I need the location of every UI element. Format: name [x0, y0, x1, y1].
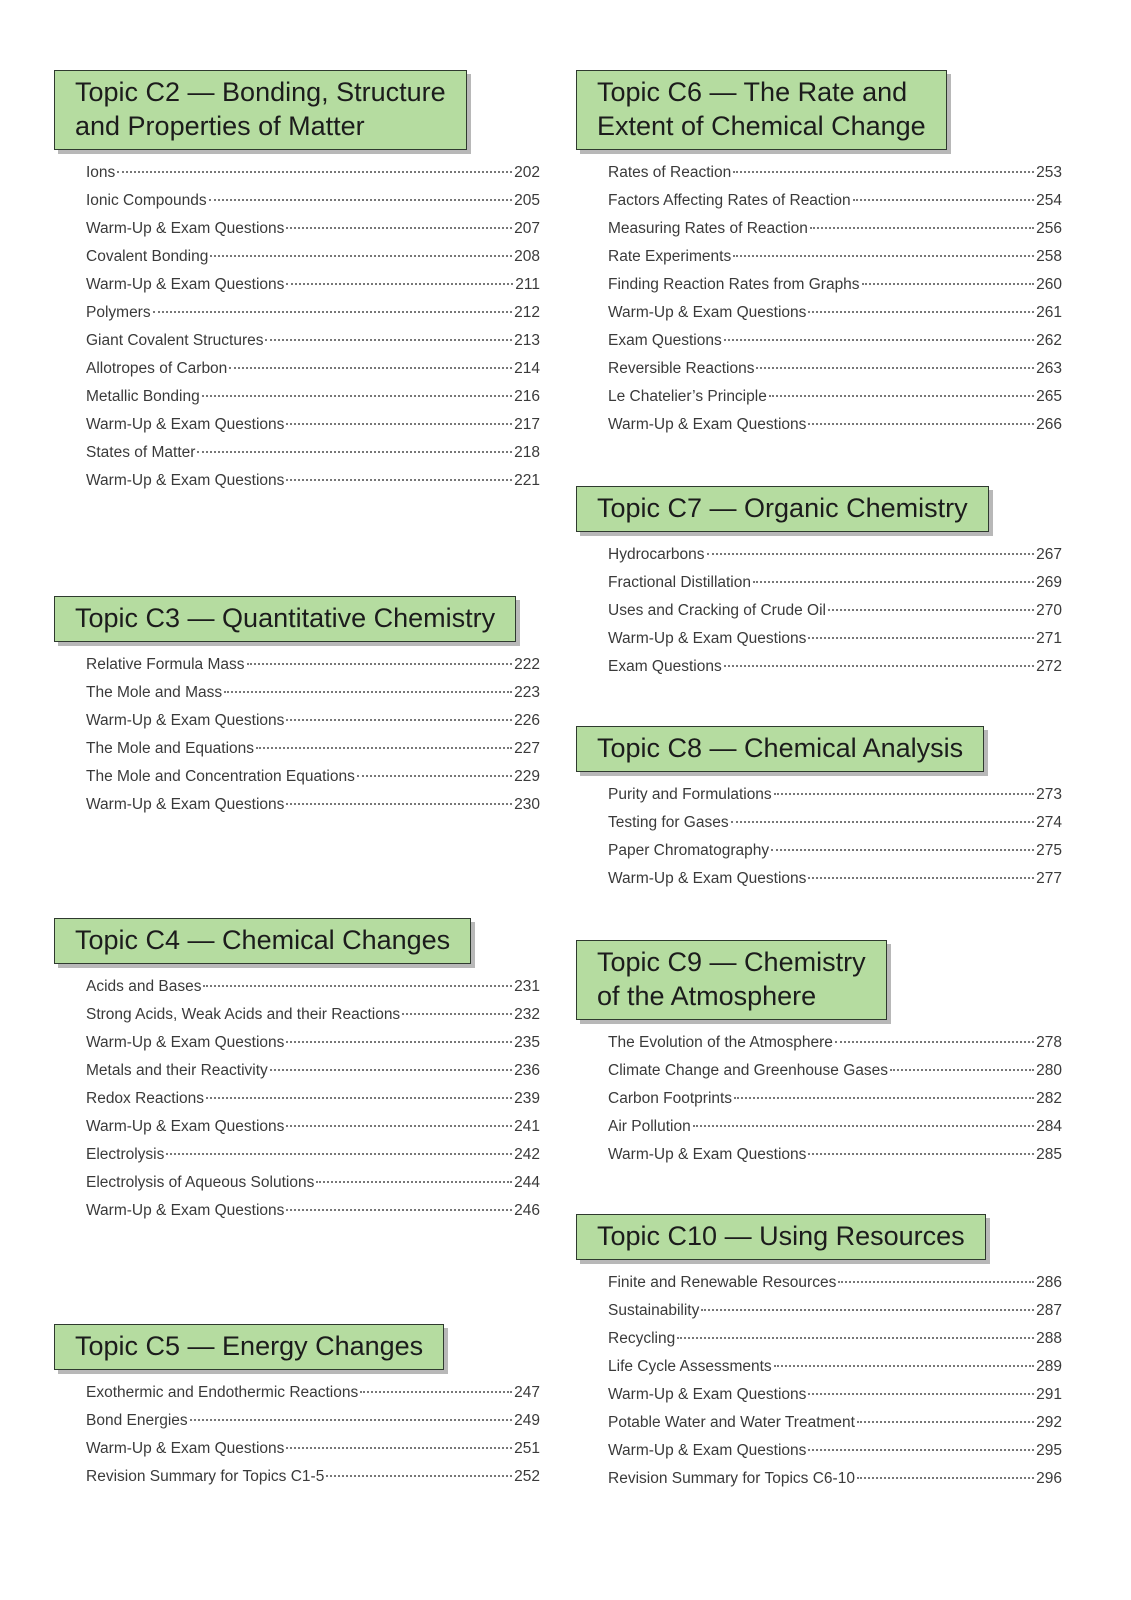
toc-entry[interactable] — [608, 332, 1062, 360]
toc-entry-page: 296 — [1036, 1470, 1062, 1487]
toc-entry[interactable] — [86, 1146, 540, 1174]
dot-leader — [724, 339, 1034, 341]
topic-title-line: Topic C3 — Quantitative Chemistry — [75, 603, 496, 633]
toc-entry-page: 222 — [514, 656, 540, 673]
toc-entry[interactable] — [608, 1034, 1062, 1062]
toc-entry-title: Fractional Distillation — [608, 574, 751, 591]
toc-entry[interactable] — [608, 602, 1062, 630]
toc-entry[interactable] — [86, 332, 540, 360]
topic-header — [54, 918, 471, 964]
toc-entry-page: 288 — [1036, 1330, 1062, 1347]
toc-entry[interactable] — [608, 164, 1062, 192]
toc-entry-page: 249 — [514, 1412, 540, 1429]
topic-section — [576, 1214, 1062, 1498]
toc-entry-page: 246 — [514, 1202, 540, 1219]
dot-leader — [224, 691, 512, 693]
dot-leader — [835, 1041, 1034, 1043]
topic-title-line: Topic C4 — Chemical Changes — [75, 925, 451, 955]
dot-leader — [197, 451, 512, 453]
dot-leader — [808, 1153, 1034, 1155]
toc-entry-title: Warm-Up & Exam Questions — [86, 712, 285, 729]
toc-entry-page: 287 — [1036, 1302, 1062, 1319]
toc-entry[interactable] — [608, 1442, 1062, 1470]
dot-leader — [117, 171, 512, 173]
toc-entry-page: 262 — [1036, 332, 1062, 349]
toc-entry-list — [54, 978, 540, 1230]
topic-header — [576, 726, 984, 772]
toc-entry-title: States of Matter — [86, 444, 196, 461]
dot-leader — [357, 775, 512, 777]
toc-entry-page: 256 — [1036, 220, 1062, 237]
toc-entry-page: 247 — [514, 1384, 540, 1401]
topic-header — [576, 1214, 986, 1260]
toc-entry-page: 212 — [514, 304, 540, 321]
toc-entry-title: The Mole and Equations — [86, 740, 255, 757]
toc-entry[interactable] — [86, 1034, 540, 1062]
toc-entry-title: Exam Questions — [608, 658, 722, 675]
toc-entry[interactable] — [86, 304, 540, 332]
toc-entry-title: The Mole and Mass — [86, 684, 223, 701]
dot-leader — [838, 1281, 1034, 1283]
toc-entry-title: Testing for Gases — [608, 814, 729, 831]
toc-entry-page: 292 — [1036, 1414, 1062, 1431]
toc-entry-title: Ionic Compounds — [86, 192, 207, 209]
toc-entry[interactable] — [608, 574, 1062, 602]
toc-entry-title: Warm-Up & Exam Questions — [86, 416, 285, 433]
topic-section — [576, 70, 1062, 444]
toc-entry[interactable] — [86, 388, 540, 416]
toc-entry-title: Rates of Reaction — [608, 164, 732, 181]
toc-entry[interactable] — [608, 630, 1062, 658]
dot-leader — [753, 581, 1034, 583]
toc-entry[interactable] — [86, 656, 540, 684]
toc-entry-page: 280 — [1036, 1062, 1062, 1079]
dot-leader — [774, 793, 1034, 795]
toc-entry-title: Metals and their Reactivity — [86, 1062, 268, 1079]
toc-entry-title: Potable Water and Water Treatment — [608, 1414, 855, 1431]
dot-leader — [286, 1125, 512, 1127]
toc-entry-title: Redox Reactions — [86, 1090, 205, 1107]
toc-entry-title: Warm-Up & Exam Questions — [608, 870, 807, 887]
toc-entry[interactable] — [86, 192, 540, 220]
toc-entry-page: 286 — [1036, 1274, 1062, 1291]
toc-entry-title: Electrolysis — [86, 1146, 165, 1163]
toc-entry-title: Warm-Up & Exam Questions — [86, 1440, 285, 1457]
toc-entry-title: Warm-Up & Exam Questions — [608, 1442, 807, 1459]
toc-entry-list — [576, 1274, 1062, 1498]
topic-title-line: Topic C2 — Bonding, Structure — [75, 77, 446, 107]
topic-header — [576, 940, 887, 1020]
toc-entry-title: Exothermic and Endothermic Reactions — [86, 1384, 359, 1401]
toc-entry-page: 269 — [1036, 574, 1062, 591]
toc-entry[interactable] — [86, 248, 540, 276]
toc-entry-page: 205 — [514, 192, 540, 209]
toc-entry[interactable] — [86, 220, 540, 248]
toc-entry-title: Life Cycle Assessments — [608, 1358, 772, 1375]
toc-entry-title: Electrolysis of Aqueous Solutions — [86, 1174, 315, 1191]
topic-title-line: Topic C6 — The Rate and — [597, 77, 908, 107]
toc-entry[interactable] — [608, 1146, 1062, 1174]
toc-entry-title: Polymers — [86, 304, 151, 321]
dot-leader — [286, 479, 512, 481]
dot-leader — [890, 1069, 1034, 1071]
toc-entry-page: 217 — [514, 416, 540, 433]
toc-entry-title: Warm-Up & Exam Questions — [86, 1202, 285, 1219]
toc-entry[interactable] — [86, 444, 540, 472]
toc-entry-page: 216 — [514, 388, 540, 405]
toc-entry[interactable] — [608, 1090, 1062, 1118]
dot-leader — [808, 1393, 1034, 1395]
dot-leader — [857, 1477, 1034, 1479]
topic-title-line: Topic C9 — Chemistry — [597, 947, 866, 977]
toc-entry[interactable] — [86, 1062, 540, 1090]
toc-entry[interactable] — [608, 220, 1062, 248]
toc-entry-page: 213 — [514, 332, 540, 349]
toc-entry-title: Carbon Footprints — [608, 1090, 733, 1107]
dot-leader — [153, 311, 513, 313]
dot-leader — [286, 1041, 512, 1043]
toc-entry-title: Bond Energies — [86, 1412, 188, 1429]
toc-entry-page: 284 — [1036, 1118, 1062, 1135]
toc-entry-title: Warm-Up & Exam Questions — [86, 276, 285, 293]
toc-entry-page: 291 — [1036, 1386, 1062, 1403]
toc-entry-title: Exam Questions — [608, 332, 722, 349]
toc-entry-page: 282 — [1036, 1090, 1062, 1107]
toc-entry-page: 231 — [514, 978, 540, 995]
toc-entry-title: Warm-Up & Exam Questions — [608, 416, 807, 433]
dot-leader — [808, 637, 1034, 639]
toc-entry-list — [54, 164, 540, 500]
dot-leader — [203, 985, 512, 987]
toc-entry-page: 221 — [514, 472, 540, 489]
toc-entry-title: Air Pollution — [608, 1118, 691, 1135]
dot-leader — [862, 283, 1035, 285]
toc-entry-page: 275 — [1036, 842, 1062, 859]
dot-leader — [707, 553, 1035, 555]
toc-entry-title: Warm-Up & Exam Questions — [86, 220, 285, 237]
toc-entry-page: 273 — [1036, 786, 1062, 803]
toc-entry-title: Warm-Up & Exam Questions — [608, 1146, 807, 1163]
toc-entry[interactable] — [86, 796, 540, 824]
dot-leader — [808, 423, 1034, 425]
toc-entry[interactable] — [608, 1386, 1062, 1414]
toc-entry-page: 226 — [514, 712, 540, 729]
topic-section — [54, 918, 540, 1230]
dot-leader — [286, 423, 512, 425]
dot-leader — [810, 227, 1034, 229]
toc-entry[interactable] — [86, 768, 540, 796]
toc-entry-title: Warm-Up & Exam Questions — [608, 304, 807, 321]
toc-entry-page: 229 — [514, 768, 540, 785]
dot-leader — [360, 1391, 512, 1393]
toc-entry-page: 211 — [515, 276, 540, 293]
toc-entry-page: 223 — [514, 684, 540, 701]
toc-entry-title: Warm-Up & Exam Questions — [608, 630, 807, 647]
dot-leader — [857, 1421, 1034, 1423]
toc-entry[interactable] — [86, 1440, 540, 1468]
toc-entry-title: Allotropes of Carbon — [86, 360, 228, 377]
toc-entry-title: Sustainability — [608, 1302, 700, 1319]
dot-leader — [724, 665, 1034, 667]
dot-leader — [677, 1337, 1034, 1339]
topic-section — [54, 596, 540, 824]
toc-entry-title: Finite and Renewable Resources — [608, 1274, 837, 1291]
topic-title-line: Topic C5 — Energy Changes — [75, 1331, 424, 1361]
toc-entry[interactable] — [608, 1274, 1062, 1302]
toc-entry[interactable] — [608, 1330, 1062, 1358]
topic-header — [576, 70, 947, 150]
toc-entry-list — [576, 786, 1062, 898]
toc-entry-page: 227 — [514, 740, 540, 757]
toc-entry-title: Warm-Up & Exam Questions — [86, 472, 285, 489]
dot-leader — [229, 367, 512, 369]
toc-entry-list — [576, 546, 1062, 686]
toc-entry-title: Revision Summary for Topics C1-5 — [86, 1468, 325, 1485]
dot-leader — [733, 255, 1034, 257]
topic-title-line: Extent of Chemical Change — [597, 111, 926, 141]
dot-leader — [206, 1097, 512, 1099]
dot-leader — [166, 1153, 512, 1155]
toc-entry-title: Relative Formula Mass — [86, 656, 245, 673]
toc-entry[interactable] — [608, 1118, 1062, 1146]
toc-entry-page: 252 — [514, 1468, 540, 1485]
dot-leader — [256, 747, 512, 749]
toc-entry-page: 263 — [1036, 360, 1062, 377]
toc-entry-title: Climate Change and Greenhouse Gases — [608, 1062, 889, 1079]
dot-leader — [828, 609, 1034, 611]
dot-leader — [701, 1309, 1034, 1311]
dot-leader — [286, 803, 512, 805]
dot-leader — [808, 1449, 1034, 1451]
toc-entry-page: 214 — [514, 360, 540, 377]
toc-entry-page: 266 — [1036, 416, 1062, 433]
toc-entry-page: 218 — [514, 444, 540, 461]
toc-entry-page: 241 — [514, 1118, 540, 1135]
toc-entry[interactable] — [608, 388, 1062, 416]
dot-leader — [808, 311, 1034, 313]
toc-entry-title: Purity and Formulations — [608, 786, 772, 803]
dot-leader — [734, 1097, 1034, 1099]
toc-entry-title: Metallic Bonding — [86, 388, 200, 405]
toc-entry[interactable] — [608, 248, 1062, 276]
topic-section — [576, 940, 1062, 1174]
toc-entry[interactable] — [608, 360, 1062, 388]
toc-entry-page: 208 — [514, 248, 540, 265]
toc-entry-title: Covalent Bonding — [86, 248, 209, 265]
toc-entry-title: The Mole and Concentration Equations — [86, 768, 355, 785]
toc-entry[interactable] — [86, 712, 540, 740]
toc-entry-title: Recycling — [608, 1330, 676, 1347]
toc-entry-page: 232 — [514, 1006, 540, 1023]
dot-leader — [774, 1365, 1034, 1367]
topic-section — [576, 726, 1062, 898]
toc-entry-page: 270 — [1036, 602, 1062, 619]
toc-entry-page: 267 — [1036, 546, 1062, 563]
dot-leader — [202, 395, 512, 397]
topic-header — [54, 1324, 444, 1370]
dot-leader — [286, 1209, 512, 1211]
dot-leader — [693, 1125, 1034, 1127]
toc-entry[interactable] — [86, 740, 540, 768]
dot-leader — [286, 719, 512, 721]
toc-entry[interactable] — [86, 360, 540, 388]
toc-entry-page: 253 — [1036, 164, 1062, 181]
toc-entry-title: Paper Chromatography — [608, 842, 770, 859]
dot-leader — [769, 395, 1034, 397]
dot-leader — [286, 283, 513, 285]
toc-entry[interactable] — [86, 1202, 540, 1230]
toc-entry-title: Le Chatelier’s Principle — [608, 388, 767, 405]
dot-leader — [756, 367, 1034, 369]
dot-leader — [853, 199, 1034, 201]
toc-entry-page: 272 — [1036, 658, 1062, 675]
toc-entry[interactable] — [608, 1414, 1062, 1442]
topic-title-line: Topic C7 — Organic Chemistry — [597, 493, 968, 523]
toc-entry-page: 261 — [1036, 304, 1062, 321]
toc-entry-page: 235 — [514, 1034, 540, 1051]
toc-entry[interactable] — [86, 1006, 540, 1034]
toc-entry[interactable] — [86, 1384, 540, 1412]
toc-entry-title: Rate Experiments — [608, 248, 732, 265]
toc-entry-page: 230 — [514, 796, 540, 813]
toc-entry-page: 295 — [1036, 1442, 1062, 1459]
toc-entry-page: 265 — [1036, 388, 1062, 405]
dot-leader — [210, 255, 512, 257]
toc-entry[interactable] — [608, 1470, 1062, 1498]
toc-entry-title: Warm-Up & Exam Questions — [608, 1386, 807, 1403]
toc-entry[interactable] — [86, 164, 540, 192]
toc-entry[interactable] — [86, 276, 540, 304]
toc-entry[interactable] — [86, 1118, 540, 1146]
toc-entry-title: Hydrocarbons — [608, 546, 705, 563]
toc-entry-page: 244 — [514, 1174, 540, 1191]
toc-entry-title: Warm-Up & Exam Questions — [86, 796, 285, 813]
toc-entry-title: Giant Covalent Structures — [86, 332, 264, 349]
toc-entry[interactable] — [608, 1302, 1062, 1330]
toc-entry[interactable] — [608, 658, 1062, 686]
toc-entry[interactable] — [86, 1090, 540, 1118]
toc-entry[interactable] — [86, 1174, 540, 1202]
toc-entry-list — [576, 164, 1062, 444]
toc-entry-title: Warm-Up & Exam Questions — [86, 1034, 285, 1051]
toc-entry[interactable] — [608, 1062, 1062, 1090]
topic-title-line: of the Atmosphere — [597, 981, 817, 1011]
dot-leader — [247, 663, 513, 665]
toc-entry-page: 254 — [1036, 192, 1062, 209]
dot-leader — [286, 1447, 512, 1449]
toc-entry-page: 207 — [514, 220, 540, 237]
toc-entry[interactable] — [608, 276, 1062, 304]
toc-entry-title: Revision Summary for Topics C6-10 — [608, 1470, 855, 1487]
toc-entry[interactable] — [608, 786, 1062, 814]
toc-entry[interactable] — [608, 416, 1062, 444]
dot-leader — [286, 227, 512, 229]
toc-entry-page: 278 — [1036, 1034, 1062, 1051]
dot-leader — [265, 339, 512, 341]
toc-entry-page: 202 — [514, 164, 540, 181]
toc-entry[interactable] — [86, 1412, 540, 1440]
toc-entry[interactable] — [86, 978, 540, 1006]
dot-leader — [209, 199, 513, 201]
dot-leader — [402, 1013, 512, 1015]
toc-entry-title: Acids and Bases — [86, 978, 202, 995]
toc-entry-page: 239 — [514, 1090, 540, 1107]
toc-entry-title: Uses and Cracking of Crude Oil — [608, 602, 826, 619]
toc-entry-page: 236 — [514, 1062, 540, 1079]
topic-section — [54, 1324, 540, 1496]
dot-leader — [808, 877, 1034, 879]
toc-entry[interactable] — [608, 814, 1062, 842]
toc-entry[interactable] — [608, 842, 1062, 870]
toc-entry-page: 258 — [1036, 248, 1062, 265]
dot-leader — [316, 1181, 512, 1183]
toc-entry-list — [54, 656, 540, 824]
toc-entry-page: 271 — [1036, 630, 1062, 647]
topic-header — [576, 486, 989, 532]
topic-title-line: Topic C10 — Using Resources — [597, 1221, 965, 1251]
toc-entry-page: 242 — [514, 1146, 540, 1163]
toc-entry-page: 251 — [514, 1440, 540, 1457]
topic-header — [54, 596, 516, 642]
dot-leader — [731, 821, 1035, 823]
toc-entry-title: Measuring Rates of Reaction — [608, 220, 808, 237]
dot-leader — [771, 849, 1034, 851]
toc-entry-page: 274 — [1036, 814, 1062, 831]
toc-entry-page: 260 — [1036, 276, 1062, 293]
topic-header — [54, 70, 467, 150]
toc-entry-title: Reversible Reactions — [608, 360, 755, 377]
toc-entry-title: Factors Affecting Rates of Reaction — [608, 192, 851, 209]
topic-title-line: and Properties of Matter — [75, 111, 365, 141]
topic-title-line: Topic C8 — Chemical Analysis — [597, 733, 964, 763]
topic-section — [54, 70, 540, 500]
toc-entry[interactable] — [86, 472, 540, 500]
toc-entry[interactable] — [86, 416, 540, 444]
toc-entry[interactable] — [86, 684, 540, 712]
toc-entry-title: Ions — [86, 164, 116, 181]
toc-entry[interactable] — [608, 304, 1062, 332]
toc-entry-page: 289 — [1036, 1358, 1062, 1375]
dot-leader — [190, 1419, 512, 1421]
dot-leader — [326, 1475, 512, 1477]
toc-entry-title: The Evolution of the Atmosphere — [608, 1034, 833, 1051]
toc-entry-title: Strong Acids, Weak Acids and their Reactions — [86, 1006, 401, 1023]
toc-entry[interactable] — [86, 1468, 540, 1496]
toc-entry[interactable] — [608, 546, 1062, 574]
toc-entry-page: 277 — [1036, 870, 1062, 887]
toc-entry[interactable] — [608, 192, 1062, 220]
dot-leader — [270, 1069, 512, 1071]
toc-entry-list — [576, 1034, 1062, 1174]
toc-entry-title: Warm-Up & Exam Questions — [86, 1118, 285, 1135]
topic-section — [576, 486, 1062, 686]
toc-entry[interactable] — [608, 1358, 1062, 1386]
toc-entry-page: 285 — [1036, 1146, 1062, 1163]
dot-leader — [733, 171, 1034, 173]
toc-entry[interactable] — [608, 870, 1062, 898]
toc-entry-title: Finding Reaction Rates from Graphs — [608, 276, 860, 293]
toc-entry-list — [54, 1384, 540, 1496]
